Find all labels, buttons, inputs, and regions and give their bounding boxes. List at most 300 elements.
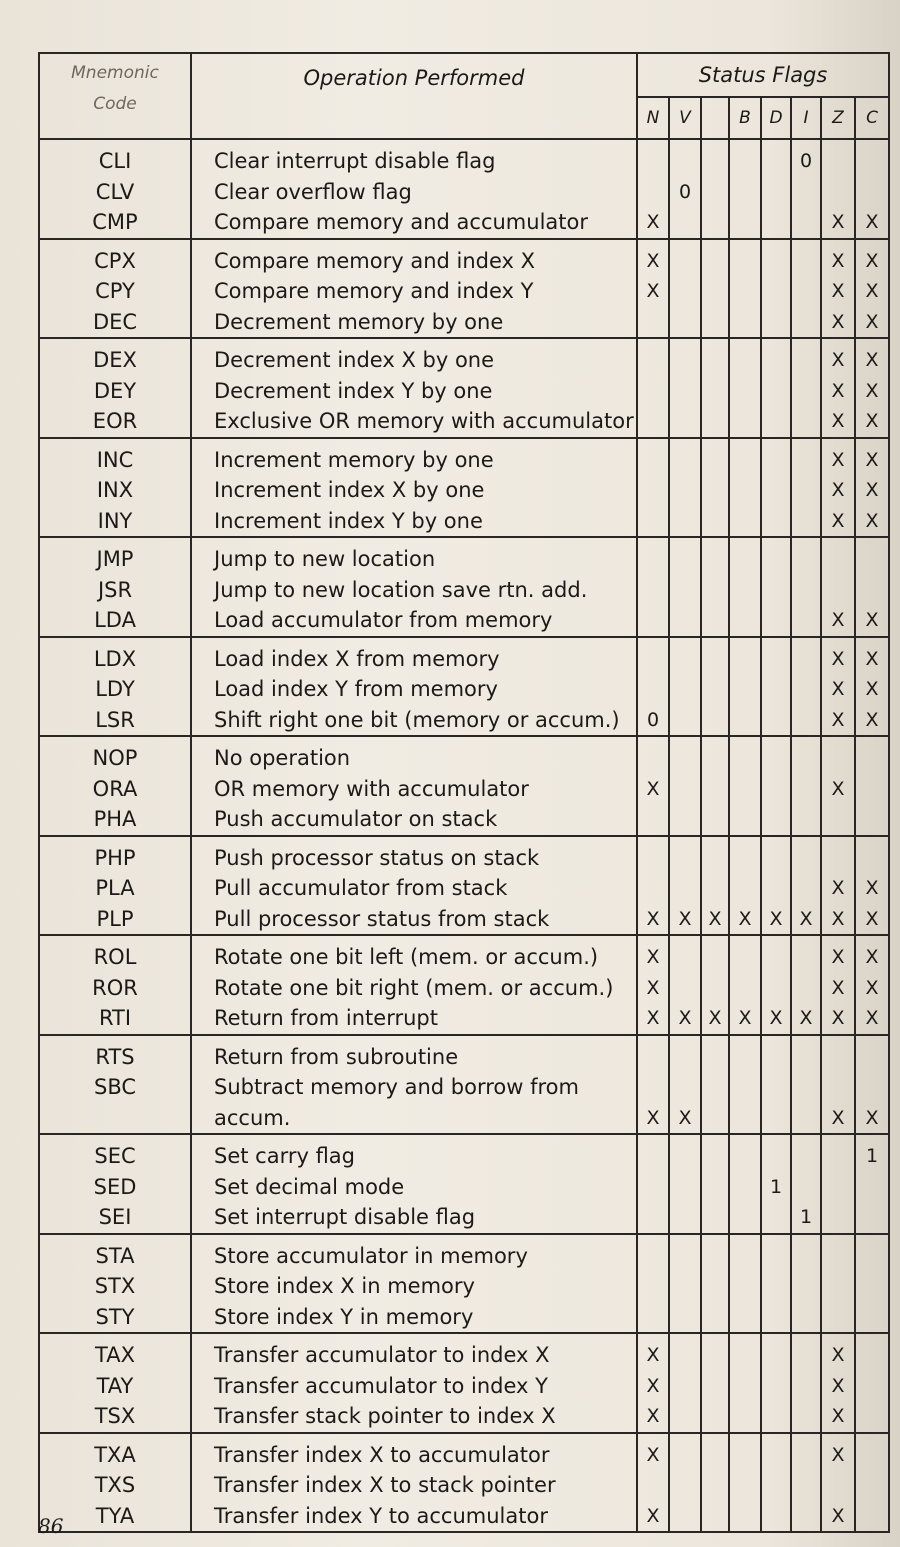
flag-cell: [669, 1035, 701, 1135]
flag-cell: [637, 1234, 669, 1334]
instruction-group: [39, 537, 889, 637]
flag-value: [702, 506, 728, 537]
flag-value: [730, 1141, 760, 1172]
flag-cell: [669, 1333, 701, 1433]
mnemonic-code: LSR: [95, 707, 135, 732]
flag-value: X: [799, 1007, 813, 1029]
flag-value: [822, 575, 854, 606]
flag-value: X: [646, 280, 660, 302]
flag-value: [822, 804, 854, 835]
flag-value: [638, 1072, 668, 1103]
mnemonic-code: SEI: [98, 1205, 132, 1229]
flag-value: [670, 705, 700, 736]
flag-value: X: [865, 479, 879, 501]
flag-value: [730, 644, 760, 675]
flag-value: X: [865, 1106, 879, 1129]
flag-value: [670, 1401, 700, 1432]
mnemonic-cell: [39, 1234, 191, 1334]
flag-cell: [701, 1333, 729, 1433]
mnemonic-code: PLP: [96, 906, 134, 931]
operation-text: Rotate one bit right (mem. or accum.): [214, 975, 614, 1000]
flag-value: [730, 873, 760, 904]
flag-value: [762, 644, 790, 675]
flag-value: X: [831, 211, 845, 233]
flag-value: [856, 146, 888, 177]
page-number: 86: [38, 1514, 64, 1538]
flag-cell: [761, 438, 791, 538]
flag-value: [856, 177, 888, 208]
flag-value: X: [865, 448, 879, 471]
flag-value: 0: [646, 708, 660, 731]
flag-value: [792, 475, 820, 506]
flag-value: [730, 1172, 760, 1203]
instruction-group: [39, 836, 889, 936]
flag-value: [638, 674, 668, 705]
flag-cell: [791, 935, 821, 1035]
flag-cell: [701, 637, 729, 737]
mnemonic-cell: [39, 1035, 191, 1135]
flag-cell: [669, 1433, 701, 1533]
flag-cell: [701, 736, 729, 836]
mnemonic-code: RTI: [98, 1006, 132, 1030]
flag-value: [730, 705, 760, 736]
flag-cell: [729, 736, 761, 836]
operation-cell: [191, 537, 637, 637]
flag-value: [792, 804, 820, 835]
flag-value: [670, 644, 700, 675]
mnemonic-code: INC: [96, 447, 134, 472]
flag-value: [702, 942, 728, 973]
flag-cell: [855, 1134, 889, 1234]
flag-value: [792, 406, 820, 437]
flag-value: [822, 1042, 854, 1073]
flag-value: X: [646, 1443, 660, 1466]
flag-value: [822, 1202, 854, 1233]
mnemonic-cell: [39, 836, 191, 936]
flag-value: X: [646, 211, 660, 233]
flag-cell: [701, 1234, 729, 1334]
flag-cell: [701, 537, 729, 637]
flag-value: [638, 605, 668, 636]
operation-text: Compare memory and index Y: [214, 279, 534, 303]
flag-cell: [669, 338, 701, 438]
flag-cell: [855, 438, 889, 538]
flag-cell: [669, 637, 701, 737]
flag-value: [792, 544, 820, 575]
flag-cell: [637, 438, 669, 538]
flag-value: [762, 207, 790, 238]
mnemonic-code: SEC: [94, 1144, 136, 1168]
operation-text: Clear interrupt disable flag: [214, 149, 496, 173]
flag-value: [638, 743, 668, 774]
flag-value: [670, 942, 700, 973]
flag-value: [762, 1141, 790, 1172]
flag-cell: [761, 836, 791, 936]
flag-value: X: [831, 249, 845, 272]
mnemonic-code: TSX: [94, 1404, 136, 1428]
flag-value: [702, 1103, 728, 1134]
flag-value: X: [831, 448, 845, 471]
flag-value: [762, 445, 790, 476]
mnemonic-code: LDY: [95, 677, 135, 701]
operation-text: Push processor status on stack: [214, 845, 540, 870]
flag-value: X: [831, 976, 845, 999]
flag-value: [702, 345, 728, 376]
flag-value: [730, 146, 760, 177]
flag-cell: [637, 836, 669, 936]
flag-value: [822, 544, 854, 575]
flag-cell: [821, 637, 855, 737]
flag-value: [702, 705, 728, 736]
flag-value: [856, 1072, 888, 1103]
operation-cell: [191, 1433, 637, 1533]
flag-value: [702, 207, 728, 238]
flag-cell: [637, 1134, 669, 1234]
flag-value: [762, 475, 790, 506]
flag-value: X: [831, 1374, 845, 1397]
flag-value: [762, 873, 790, 904]
flag-value: X: [865, 877, 879, 899]
operation-text: Set interrupt disable flag: [214, 1205, 476, 1229]
flag-value: [856, 1202, 888, 1233]
operation-text: Compare memory and accumulator: [214, 210, 588, 234]
flag-value: X: [831, 1344, 845, 1366]
flag-value: [856, 1470, 888, 1501]
flag-value: X: [865, 410, 879, 432]
flag-cell: [761, 1234, 791, 1334]
flag-cell: [729, 438, 761, 538]
flag-cell: [729, 239, 761, 339]
flag-cell: [701, 139, 729, 239]
flag-value: X: [646, 907, 660, 930]
flag-value: [730, 605, 760, 636]
flag-value: [670, 1302, 700, 1333]
operation-text: Transfer accumulator to index Y: [214, 1373, 548, 1398]
flag-value: [822, 1470, 854, 1501]
flag-value: [792, 307, 820, 338]
flag-cell: [701, 1035, 729, 1135]
flag-value: [730, 445, 760, 476]
flag-cell: [729, 637, 761, 737]
flag-value: X: [865, 249, 879, 272]
flag-header-3: B: [729, 97, 761, 139]
flag-value: [670, 376, 700, 407]
flag-value: [670, 1340, 700, 1371]
flag-cell: [791, 1433, 821, 1533]
mnemonic-code: TXA: [94, 1442, 136, 1467]
flag-cell: [855, 1035, 889, 1135]
flag-value: [702, 406, 728, 437]
flag-value: [670, 1241, 700, 1272]
flag-value: [670, 1501, 700, 1532]
operation-text: Load accumulator from memory: [214, 608, 553, 632]
flag-cell: [855, 935, 889, 1035]
flag-value: [856, 1042, 888, 1073]
flag-cell: [669, 537, 701, 637]
flag-value: [638, 345, 668, 376]
flag-value: X: [769, 1007, 783, 1029]
operation-cell: [191, 1035, 637, 1135]
operation-text: Clear overflow flag: [214, 179, 412, 204]
flag-cell: [855, 1333, 889, 1433]
operation-cell: [191, 935, 637, 1035]
flag-value: [730, 1501, 760, 1532]
operation-text: Load index Y from memory: [214, 677, 498, 701]
flag-cell: [669, 239, 701, 339]
flag-value: X: [646, 777, 660, 800]
operation-text: Store accumulator in memory: [214, 1243, 528, 1268]
flag-value: [792, 177, 820, 208]
flag-value: X: [646, 1405, 660, 1427]
mnemonic-code: STA: [95, 1243, 135, 1268]
operation-cell: [191, 637, 637, 737]
mnemonic-cell: [39, 935, 191, 1035]
flag-cell: [791, 1035, 821, 1135]
flag-cell: [669, 1134, 701, 1234]
flag-cell: [791, 736, 821, 836]
flag-value: [792, 674, 820, 705]
flag-value: [670, 1202, 700, 1233]
flag-value: X: [831, 708, 845, 731]
flag-value: [702, 1371, 728, 1402]
flag-value: [702, 774, 728, 805]
status-flags-header: Status Flags: [637, 53, 889, 97]
flag-value: [702, 475, 728, 506]
flag-value: [792, 575, 820, 606]
operation-cell: [191, 1134, 637, 1234]
flag-value: X: [865, 647, 879, 670]
flag-value: [670, 1470, 700, 1501]
mnemonic-code: LDA: [94, 608, 136, 632]
mnemonic-code: PLA: [95, 876, 135, 900]
flag-value: [856, 1371, 888, 1402]
flag-value: [792, 1141, 820, 1172]
mnemonic-code: CPX: [94, 248, 136, 273]
flag-value: [730, 674, 760, 705]
flag-value: X: [708, 907, 722, 930]
flag-value: X: [831, 1504, 845, 1527]
instruction-group: [39, 736, 889, 836]
flag-cell: [821, 1134, 855, 1234]
flag-value: X: [646, 1504, 660, 1527]
flag-cell: [761, 935, 791, 1035]
operation-text: Exclusive OR memory with accumulator: [214, 409, 634, 433]
flag-cell: [701, 438, 729, 538]
mnemonic-cell: [39, 438, 191, 538]
flag-cell: [701, 239, 729, 339]
flag-value: X: [678, 1106, 692, 1129]
mnemonic-code: STY: [95, 1304, 135, 1329]
flag-value: X: [865, 946, 879, 968]
flag-value: X: [646, 1106, 660, 1129]
flag-cell: [855, 736, 889, 836]
mnemonic-code: JMP: [96, 547, 134, 571]
flag-value: [792, 1440, 820, 1471]
flag-value: [856, 1302, 888, 1333]
flag-value: [730, 345, 760, 376]
flag-cell: [761, 139, 791, 239]
flag-value: X: [646, 1344, 660, 1366]
instruction-group: [39, 1333, 889, 1433]
flag-value: [730, 544, 760, 575]
flag-value: [670, 1440, 700, 1471]
flag-header-1: V: [669, 97, 701, 139]
operation-text: Load index X from memory: [214, 646, 500, 671]
flag-value: [856, 575, 888, 606]
flag-value: X: [865, 509, 879, 532]
flag-value: [792, 1501, 820, 1532]
flag-value: [638, 307, 668, 338]
mnemonic-header-line2: Code: [93, 93, 137, 114]
flag-value: [762, 843, 790, 874]
flag-value: [702, 246, 728, 277]
flag-value: X: [831, 1007, 845, 1029]
flag-cell: [729, 1134, 761, 1234]
operation-cell: [191, 338, 637, 438]
flag-cell: [729, 1234, 761, 1334]
flag-value: [822, 1072, 854, 1103]
mnemonic-code: JSR: [97, 577, 133, 602]
flag-cell: [791, 338, 821, 438]
flag-value: [638, 445, 668, 476]
flag-value: [792, 1072, 820, 1103]
flag-value: [638, 1241, 668, 1272]
flag-value: [702, 1271, 728, 1302]
flag-value: [638, 1271, 668, 1302]
flag-cell: [761, 1134, 791, 1234]
flag-cell: [761, 736, 791, 836]
operation-cell: [191, 736, 637, 836]
instruction-group: [39, 1234, 889, 1334]
flag-cell: [637, 1333, 669, 1433]
flag-value: [730, 1340, 760, 1371]
flag-value: [702, 177, 728, 208]
flag-value: [730, 246, 760, 277]
operation-text: Subtract memory and borrow from: [214, 1075, 579, 1099]
flag-value: [762, 705, 790, 736]
mnemonic-cell: [39, 736, 191, 836]
flag-value: 1: [865, 1145, 879, 1167]
flag-value: [638, 1302, 668, 1333]
operation-text: Increment index Y by one: [214, 508, 483, 533]
flag-value: [730, 1302, 760, 1333]
flag-cell: [701, 836, 729, 936]
flag-value: [856, 1241, 888, 1272]
flag-value: [730, 376, 760, 407]
mnemonic-code: ROL: [93, 945, 137, 969]
flag-value: [792, 644, 820, 675]
operation-text: Decrement index Y by one: [214, 378, 493, 403]
flag-value: [670, 345, 700, 376]
flag-cell: [729, 1433, 761, 1533]
flag-cell: [821, 836, 855, 936]
flag-value: [730, 774, 760, 805]
operation-text: Transfer index Y to accumulator: [214, 1503, 548, 1528]
flag-value: [856, 843, 888, 874]
flag-value: [702, 644, 728, 675]
flag-value: [702, 544, 728, 575]
flag-cell: [729, 935, 761, 1035]
mnemonic-cell: [39, 239, 191, 339]
mnemonic-code: RTS: [95, 1044, 135, 1069]
mnemonic-code: NOP: [92, 746, 138, 770]
flag-value: X: [708, 1007, 722, 1029]
flag-cell: [669, 736, 701, 836]
operation-text: Jump to new location: [214, 547, 436, 571]
flag-value: 1: [799, 1206, 813, 1228]
flag-value: [822, 1141, 854, 1172]
flag-value: [856, 1440, 888, 1471]
mnemonic-code: SBC: [93, 1075, 137, 1099]
mnemonic-code: SED: [93, 1174, 137, 1199]
flag-cell: [855, 239, 889, 339]
mnemonic-code: CLI: [98, 149, 132, 173]
operation-text: Increment memory by one: [214, 447, 494, 472]
flag-cell: [729, 338, 761, 438]
flag-value: [856, 1340, 888, 1371]
flag-value: [638, 575, 668, 606]
flag-value: X: [646, 976, 660, 999]
flag-value: [702, 146, 728, 177]
flag-value: [670, 1072, 700, 1103]
flag-cell: [855, 1433, 889, 1533]
flag-cell: [761, 1035, 791, 1135]
flag-header-2: [701, 97, 729, 139]
instruction-group: [39, 1035, 889, 1135]
flag-value: X: [831, 379, 845, 402]
mnemonic-code: PHP: [94, 845, 136, 870]
flag-cell: [821, 338, 855, 438]
flag-value: X: [865, 379, 879, 402]
flag-value: [822, 1302, 854, 1333]
flag-value: [792, 1371, 820, 1402]
flag-value: X: [865, 310, 879, 333]
flag-value: 0: [678, 180, 692, 203]
flag-value: [792, 774, 820, 805]
flag-value: X: [865, 907, 879, 930]
flag-value: [792, 506, 820, 537]
flag-cell: [791, 537, 821, 637]
flag-value: X: [865, 678, 879, 700]
flag-value: [702, 804, 728, 835]
flag-value: X: [831, 609, 845, 631]
flag-value: X: [831, 349, 845, 371]
flag-cell: [729, 836, 761, 936]
flag-cell: [637, 637, 669, 737]
flag-value: [762, 276, 790, 307]
flag-cell: [855, 1234, 889, 1334]
flag-value: [762, 406, 790, 437]
flag-value: [762, 146, 790, 177]
mnemonic-code: TYA: [95, 1503, 135, 1528]
flag-value: [702, 1302, 728, 1333]
flag-header-4: D: [761, 97, 791, 139]
flag-cell: [821, 1234, 855, 1334]
flag-value: [670, 307, 700, 338]
operation-text: Set carry flag: [214, 1144, 356, 1168]
flag-value: [670, 575, 700, 606]
flag-value: [730, 1241, 760, 1272]
flag-value: [730, 1042, 760, 1073]
flag-cell: [761, 338, 791, 438]
operation-text: Increment index X by one: [214, 478, 485, 502]
flag-value: [702, 376, 728, 407]
flag-value: X: [646, 249, 660, 272]
operation-cell: [191, 438, 637, 538]
flag-value: [856, 1172, 888, 1203]
flag-cell: [855, 537, 889, 637]
flag-value: [670, 774, 700, 805]
